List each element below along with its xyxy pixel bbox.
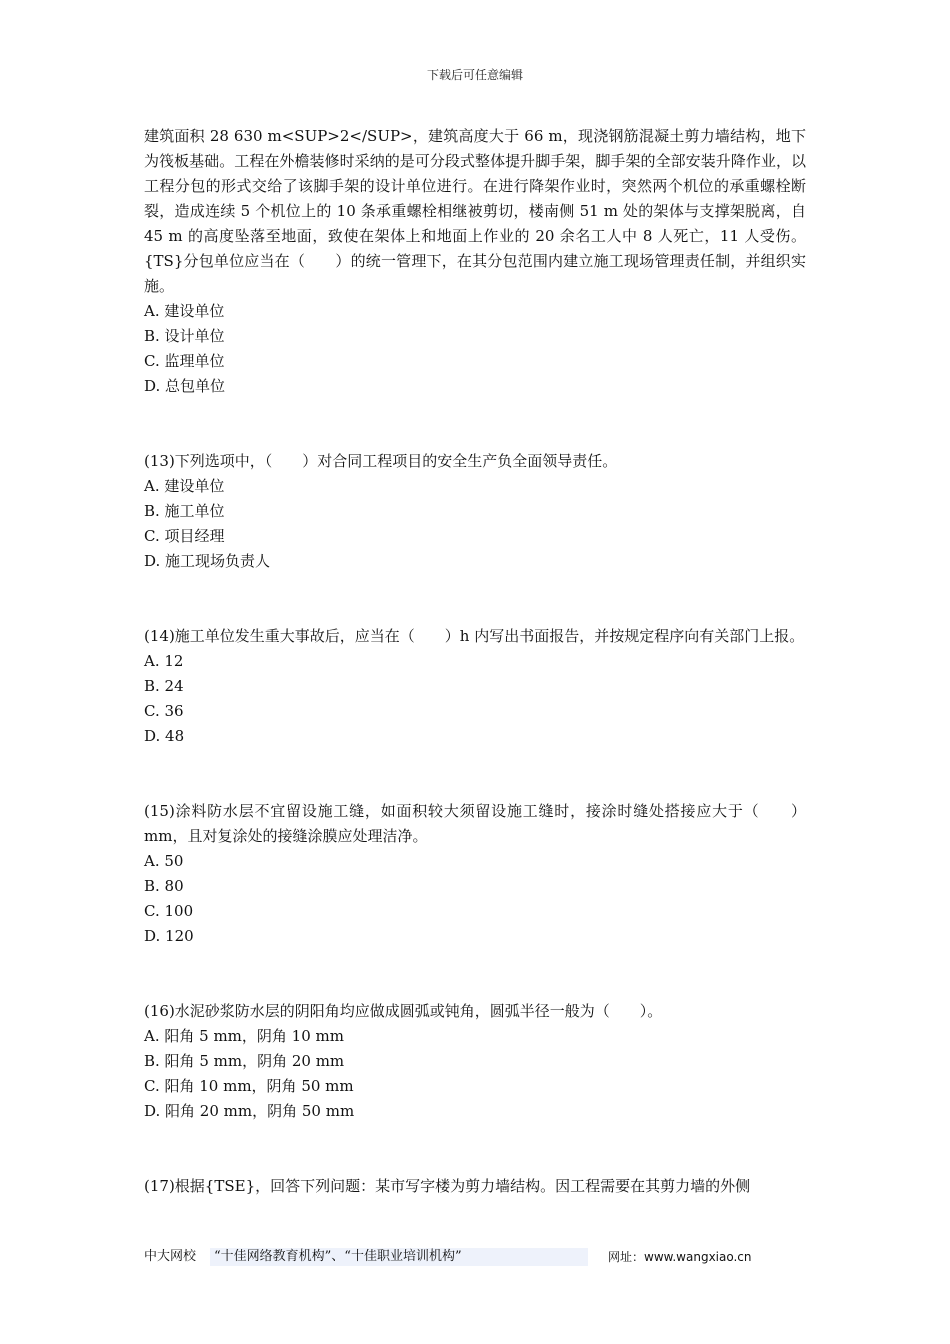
footer-brand: 中大网校: [144, 1249, 197, 1264]
option-a: A. 12: [144, 652, 184, 670]
question-12: [144, 124, 806, 399]
page-header: 下载后可任意编辑: [426, 68, 523, 82]
option-d: D. 总包单位: [144, 377, 226, 395]
question-stem: (14)施工单位发生重大事故后，应当在（ ）h 内写出书面报告，并按规定程序向有关部门上报。: [144, 627, 805, 645]
option-a: A. 50: [144, 852, 184, 870]
page-footer: [144, 1248, 806, 1266]
spacer: [144, 399, 806, 449]
option-c: C. 项目经理: [144, 527, 225, 545]
footer-website: 网址：www.wangxiao.cn: [608, 1250, 752, 1264]
option-d: D. 阳角 20 mm，阴角 50 mm: [144, 1102, 355, 1120]
question-14: [144, 624, 806, 749]
option-d: D. 施工现场负责人: [144, 552, 271, 570]
question-content: [144, 124, 806, 1199]
question-15: [144, 799, 806, 949]
option-c: C. 阳角 10 mm，阴角 50 mm: [144, 1077, 354, 1095]
option-a: A. 建设单位: [144, 302, 225, 320]
footer-slogan: “十佳网络教育机构”、“十佳职业培训机构”: [210, 1248, 588, 1266]
question-stem: 建筑面积 28 630 m<SUP>2</SUP>，建筑高度大于 66 m，现浇钢筋混凝土剪力墙结构，地下为筏板基础。工程在外檐装修时采纳的是可分段式整体提升脚手架，脚手架的全部安装升降作业，以工程分包的形式交给了该脚手架的设计单位进行。在进行降架作业时，突然两个机位的承重螺栓断裂，造成连续 5 个机位上的 10 条承重螺栓相继被剪切，楼南侧 51 m 处的架体与支撑架脱离，自 45 m 的高度坠落至地面，致使在架体上和地面上作业的 20 余名工人中 8 人死亡，11 人受伤。{TS}分包单位应当在（ ）的统一管理下，在其分包范围内建立施工现场管理责任制，并组织实施。: [144, 127, 806, 295]
question-stem: (15)涂料防水层不宜留设施工缝，如面积较大须留设施工缝时，接涂时缝处搭接应大于（ ）mm，且对复涂处的接缝涂膜应处理洁净。: [144, 802, 806, 845]
spacer: [144, 1124, 806, 1174]
option-c: C. 监理单位: [144, 352, 225, 370]
option-c: C. 100: [144, 902, 194, 920]
option-b: B. 80: [144, 877, 184, 895]
question-13: [144, 449, 806, 574]
spacer: [144, 949, 806, 999]
option-b: B. 阳角 5 mm，阴角 20 mm: [144, 1052, 345, 1070]
spacer: [144, 749, 806, 799]
question-stem: (17)根据{TSE}，回答下列问题：某市写字楼为剪力墙结构。因工程需要在其剪力墙的外侧: [144, 1177, 751, 1195]
option-d: D. 48: [144, 727, 185, 745]
option-d: D. 120: [144, 927, 194, 945]
option-a: A. 阳角 5 mm，阴角 10 mm: [144, 1027, 344, 1045]
option-c: C. 36: [144, 702, 184, 720]
option-b: B. 设计单位: [144, 327, 225, 345]
spacer: [144, 574, 806, 624]
question-stem: (13)下列选项中，（ ）对合同工程项目的安全生产负全面领导责任。: [144, 452, 618, 470]
question-17: [144, 1174, 806, 1199]
option-b: B. 施工单位: [144, 502, 225, 520]
option-a: A. 建设单位: [144, 477, 225, 495]
question-stem: (16)水泥砂浆防水层的阴阳角均应做成圆弧或钝角，圆弧半径一般为（ ）。: [144, 1002, 663, 1020]
option-b: B. 24: [144, 677, 184, 695]
question-16: [144, 999, 806, 1124]
